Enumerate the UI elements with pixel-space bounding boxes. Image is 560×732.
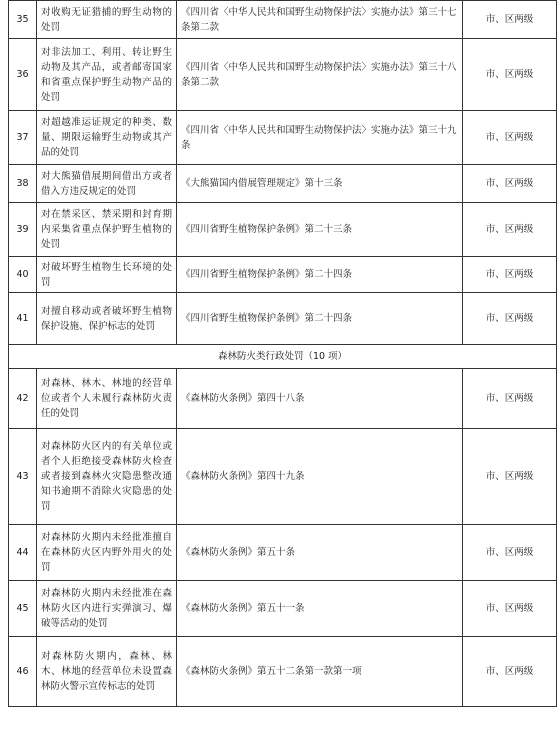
row-number: 42 [9, 369, 37, 429]
table-row [9, 1, 557, 39]
penalty-item: 对大熊猫借展期间借出方或者借入方违反规定的处罚 [37, 165, 177, 203]
row-number: 44 [9, 525, 37, 581]
enforcement-level: 市、区两级 [463, 165, 557, 203]
row-number: 45 [9, 581, 37, 637]
legal-basis: 《森林防火条例》第五十一条 [177, 581, 463, 637]
table-row [9, 429, 557, 525]
section-header-row [9, 345, 557, 369]
legal-basis: 《森林防火条例》第四十八条 [177, 369, 463, 429]
legal-basis: 《森林防火条例》第五十二条第一款第一项 [177, 637, 463, 707]
row-number: 38 [9, 165, 37, 203]
table-row [9, 581, 557, 637]
enforcement-level: 市、区两级 [463, 203, 557, 257]
legal-basis: 《四川省野生植物保护条例》第二十四条 [177, 257, 463, 293]
row-number: 36 [9, 39, 37, 111]
penalty-item: 对擅自移动或者破坏野生植物保护设施、保护标志的处罚 [37, 293, 177, 345]
legal-basis: 《四川省〈中华人民共和国野生动物保护法〉实施办法》第三十九条 [177, 111, 463, 165]
penalty-item: 对森林、林木、林地的经营单位或者个人未履行森林防火责任的处罚 [37, 369, 177, 429]
table-row [9, 165, 557, 203]
table-row [9, 257, 557, 293]
penalty-item: 对在禁采区、禁采期和封育期内采集省重点保护野生植物的处罚 [37, 203, 177, 257]
enforcement-level: 市、区两级 [463, 111, 557, 165]
row-number: 40 [9, 257, 37, 293]
row-number: 41 [9, 293, 37, 345]
row-number: 43 [9, 429, 37, 525]
table-row [9, 637, 557, 707]
row-number: 37 [9, 111, 37, 165]
row-number: 35 [9, 1, 37, 39]
table-row [9, 525, 557, 581]
table-row [9, 203, 557, 257]
table-row [9, 369, 557, 429]
legal-basis: 《四川省〈中华人民共和国野生动物保护法〉实施办法》第三十八条第二款 [177, 39, 463, 111]
table-row [9, 111, 557, 165]
enforcement-level: 市、区两级 [463, 1, 557, 39]
penalty-item: 对非法加工、利用、转让野生动物及其产品，或者邮寄国家和省重点保护野生动物产品的处罚 [37, 39, 177, 111]
penalty-item: 对森林防火期内未经批准在森林防火区内进行实弹演习、爆破等活动的处罚 [37, 581, 177, 637]
enforcement-level: 市、区两级 [463, 369, 557, 429]
enforcement-level: 市、区两级 [463, 293, 557, 345]
enforcement-level: 市、区两级 [463, 637, 557, 707]
legal-basis: 《四川省野生植物保护条例》第二十四条 [177, 293, 463, 345]
enforcement-level: 市、区两级 [463, 257, 557, 293]
legal-basis: 《大熊猫国内借展管理规定》第十三条 [177, 165, 463, 203]
enforcement-level: 市、区两级 [463, 581, 557, 637]
penalty-item: 对森林防火区内的有关单位或者个人拒绝接受森林防火检查或者接到森林火灾隐患整改通知书逾期不消除火灾隐患的处罚 [37, 429, 177, 525]
row-number: 46 [9, 637, 37, 707]
penalty-item: 对森林防火期内，森林、林木、林地的经营单位未设置森林防火警示宣传标志的处罚 [37, 637, 177, 707]
enforcement-level: 市、区两级 [463, 39, 557, 111]
row-number: 39 [9, 203, 37, 257]
table-row [9, 39, 557, 111]
penalty-table [8, 0, 557, 707]
legal-basis: 《四川省〈中华人民共和国野生动物保护法〉实施办法》第三十七条第二款 [177, 1, 463, 39]
penalty-table-body [9, 1, 557, 707]
penalty-item: 对破坏野生植物生长环境的处罚 [37, 257, 177, 293]
enforcement-level: 市、区两级 [463, 429, 557, 525]
legal-basis: 《森林防火条例》第四十九条 [177, 429, 463, 525]
legal-basis: 《森林防火条例》第五十条 [177, 525, 463, 581]
enforcement-level: 市、区两级 [463, 525, 557, 581]
penalty-item: 对收购无证猎捕的野生动物的处罚 [37, 1, 177, 39]
legal-basis: 《四川省野生植物保护条例》第二十三条 [177, 203, 463, 257]
penalty-item: 对超越准运证规定的种类、数量、期限运输野生动物或其产品的处罚 [37, 111, 177, 165]
section-title: 森林防火类行政处罚（10 项） [9, 345, 557, 369]
table-row [9, 293, 557, 345]
penalty-item: 对森林防火期内未经批准擅自在森林防火区内野外用火的处罚 [37, 525, 177, 581]
